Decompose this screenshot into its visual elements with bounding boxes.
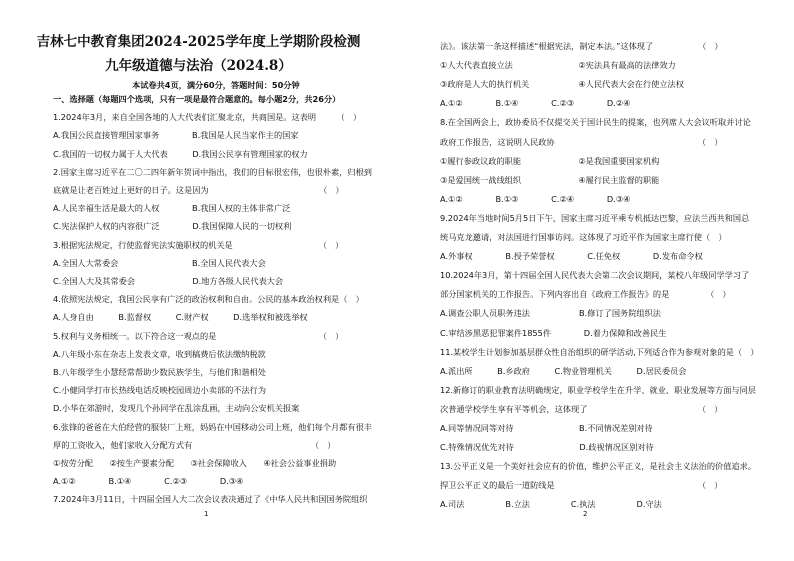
question-line: 1.2024年3月，来自全国各地的人大代表们汇聚北京，共商国是。这表明 （ ）	[53, 112, 362, 123]
question-line: C.宪法保护人权的内容很广泛 D.我国保障人民的一切权利	[53, 221, 292, 232]
exam-title: 吉林七中教育集团2024-2025学年度上学期阶段检测	[36, 34, 361, 50]
question-line: A.外事权 B.授予荣誉权 C.任免权 D.发布命令权	[440, 251, 703, 262]
question-line: ①履行参政议政的职能 ②是我国重要国家机构	[440, 155, 660, 166]
exam-subtitle: 九年级道德与法治（2024.8）	[105, 58, 292, 74]
question-line: C.小健同学打市长热线电话反映校园周边小卖部的不法行为	[53, 385, 267, 396]
question-line: 13.公平正义是一个美好社会应有的价值，维护公平正义，是社会主义法治的价值追求。	[440, 461, 756, 472]
question-line: 次普通学校学生享有平等机会，这体现了 （ ）	[440, 403, 723, 414]
question-line: A.我国公民直接管理国家事务 B.我国是人民当家作主的国家	[53, 130, 299, 141]
question-line: 11.某校学生计划参加基层群众性自治组织的研学活动,下列适合作为参观对象的是（ ）	[440, 346, 759, 357]
question-line: 统马克龙邀请，对法国进行国事访问。这体现了习近平作为国家主席行使（ ）	[440, 232, 727, 242]
question-line: C.我国的一切权力属于人大代表 D.我国公民享有管理国家的权力	[53, 148, 308, 159]
question-line: 法》。该法第一条这样描述“根据宪法，制定本法。”这体现了 （ ）	[440, 41, 723, 51]
question-line: A.派出所 B.乡政府 C.物业管理机关 D.居民委员会	[440, 365, 687, 376]
question-line: 8.在全国两会上，政协委员不仅提交关于国计民生的提案，也列席人大会议听取并讨论	[440, 117, 751, 128]
question-line: 12.新修订的职业教育法明确规定，职业学校学生在升学、就业、职业发展等方面与同层	[440, 384, 756, 395]
question-line: 底就是让老百姓过上更好的日子。这是因为 （ ）	[53, 185, 344, 195]
question-line: D.小华在郊游时，发现几个孙同学在乱涂乱画，主动向公安机关报案	[53, 403, 300, 414]
question-line: 7.2024年3月11日，十四届全国人大二次会议表决通过了《中华人民共和国国务院组织	[53, 494, 368, 505]
question-line: A.人民幸福生活是最大的人权 B.我国人权的主体非常广泛	[53, 203, 291, 214]
question-line: A.①② B.①④ C.②③ D.②④	[440, 98, 631, 109]
exam-info: 本试卷共4页，满分60分，答题时间：50分钟	[132, 80, 300, 90]
question-line: 厚的工资收入，他们家收入分配方式有 （ ）	[53, 439, 336, 450]
exam-page-2	[397, 0, 794, 561]
question-line: 2.国家主席习近平在二〇二四年新年贺词中指出，我们的目标很宏伟，也很朴素，归根到	[53, 166, 372, 177]
question-line: A.全国人大常委会 B.全国人民代表大会	[53, 257, 266, 268]
question-line: A.①② B.①③ C.②④ D.③④	[440, 193, 631, 204]
question-line: A.司法 B.立法 C.执法 D.守法	[440, 499, 662, 510]
question-line: 3.根据宪法规定，行使监督宪法实施职权的机关是 （ ）	[53, 239, 344, 250]
question-line: C.特殊情况优先对待 D.歧视情况区别对待	[440, 442, 654, 453]
question-line: A.八年级小东在杂志上发表文章，收到稿费后依法缴纳税款	[53, 348, 266, 359]
question-line: A.同等情况同等对待 B.不同情况差别对待	[440, 423, 653, 433]
question-line: 部分国家机关的工作报告。下列内容出自《政府工作报告》的是 （ ）	[440, 289, 731, 300]
question-line: B.八年级学生小慧经常帮助少数民族学生，与他们和谐相处	[53, 367, 266, 377]
question-line: 4.依照宪法规定，我国公民享有广泛的政治权利和自由。公民的基本政治权利是（ ）	[53, 294, 364, 305]
page-number: 1	[204, 510, 209, 518]
question-line: ①按劳分配 ②按生产要素分配 ③社会保障收入 ④社会公益事业捐助	[53, 458, 337, 468]
question-line: 6.张锋的爸爸在大伯经营的服装厂上班，妈妈在中国移动公司上班，他们每个月都有很丰	[53, 421, 372, 432]
question-line: C.审结涉黑恶犯罪案件1855件 D.着力保障和改善民生	[440, 327, 667, 338]
question-line: A.人身自由 B.监督权 C.财产权 D.选举权和被选举权	[53, 312, 308, 323]
question-line: A.①② B.①④ C.②③ D.③④	[53, 476, 244, 487]
question-line: A.调查公职人员职务违法 B.修订了国务院组织法	[440, 308, 661, 319]
question-line: 政府工作报告，这说明人民政协 （ ）	[440, 136, 723, 147]
question-line: 5.权利与义务相统一。以下符合这一观点的是 （ ）	[53, 330, 344, 341]
question-line: C.全国人大及其常委会 D.地方各级人民代表大会	[53, 276, 284, 286]
question-line: ③政府是人大的执行机关 ④人民代表大会在行使立法权	[440, 79, 684, 90]
question-line: 捍卫公平正义的最后一道防线是 （ ）	[440, 480, 723, 491]
page-number: 2	[583, 510, 588, 518]
question-line: 10.2024年3月，第十四届全国人民代表大会第二次会议期间，某校八年级同学学习了	[440, 270, 750, 281]
question-line: ①人大代表直接立法 ②宪法具有最高的法律效力	[440, 60, 676, 71]
question-line: 一、选择题（每题四个选项，只有一项是最符合题意的。每小题2分，共26分）	[53, 94, 341, 104]
question-line: ③是爱国统一战线组织 ④履行民主监督的职能	[440, 174, 660, 185]
question-line: 9.2024年当地时间5月5日下午，国家主席习近平乘专机抵达巴黎，应法兰西共和国总	[440, 212, 750, 223]
